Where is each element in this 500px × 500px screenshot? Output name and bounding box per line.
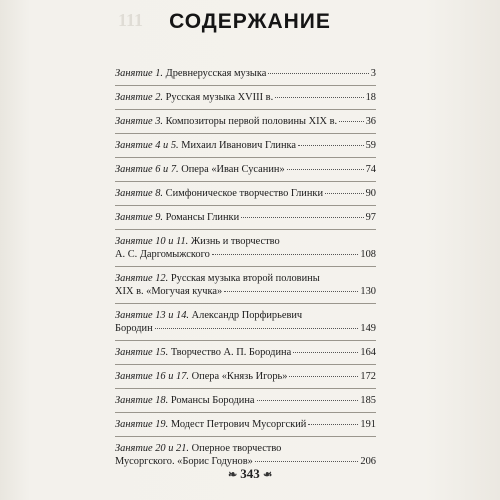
divider xyxy=(115,157,376,158)
toc-entry-label: Занятие 3. xyxy=(115,116,164,127)
toc-entry-page: 90 xyxy=(365,188,376,199)
divider xyxy=(115,388,376,389)
toc-entry-title: Русская музыка второй половины xyxy=(170,273,320,284)
toc-entry-title-cont: Мусоргского. «Борис Годунов» xyxy=(115,456,253,467)
bleed-through-text: 111 xyxy=(118,10,144,30)
divider xyxy=(115,364,376,365)
page-title: СОДЕРЖАНИЕ xyxy=(169,10,331,33)
toc-entry-page: 130 xyxy=(360,286,376,297)
ornament-left-icon: ❧ xyxy=(228,469,238,481)
toc-entry-label: Занятие 4 и 5. xyxy=(115,140,179,151)
toc-entry xyxy=(115,272,376,298)
toc-entry-page: 59 xyxy=(365,140,376,151)
toc-entry-page: 3 xyxy=(370,68,376,79)
toc-entry-page: 108 xyxy=(360,249,376,260)
divider xyxy=(115,436,376,437)
toc-entry xyxy=(115,211,376,224)
toc-entry-page: 172 xyxy=(360,371,376,382)
toc-entry-title-cont: А. С. Даргомыжского xyxy=(115,249,210,260)
toc-entry xyxy=(115,163,376,176)
toc-entry-label: Занятие 15. xyxy=(115,347,169,358)
toc-entry-label: Занятие 18. xyxy=(115,395,169,406)
toc-entry-page: 36 xyxy=(365,116,376,127)
toc-entry-label: Занятие 10 и 11. xyxy=(115,236,189,247)
toc-entry xyxy=(115,235,376,261)
page-footer xyxy=(0,466,500,482)
toc-entry xyxy=(115,187,376,200)
toc-entry-title: Александр Порфирьевич xyxy=(191,310,303,321)
toc-entry xyxy=(115,91,376,104)
toc-entry-label: Занятие 1. xyxy=(115,68,164,79)
page-number: 343 xyxy=(240,466,260,481)
toc-entry-title: Русская музыка XVIII в. xyxy=(165,92,274,103)
toc-entry-page: 206 xyxy=(360,456,376,467)
divider xyxy=(115,109,376,110)
toc-entry xyxy=(115,418,376,431)
divider xyxy=(115,340,376,341)
toc-entry-page: 74 xyxy=(365,164,376,175)
divider xyxy=(115,205,376,206)
toc-entry-label: Занятие 8. xyxy=(115,188,164,199)
toc-entry-page: 149 xyxy=(360,323,376,334)
toc-entry-label: Занятие 13 и 14. xyxy=(115,310,190,321)
toc-entry-title: Опера «Князь Игорь» xyxy=(191,371,288,382)
divider xyxy=(115,229,376,230)
divider xyxy=(115,133,376,134)
toc-entry-page: 164 xyxy=(360,347,376,358)
toc-entry-label: Занятие 9. xyxy=(115,212,164,223)
divider xyxy=(115,266,376,267)
toc-entry-title: Опера «Иван Сусанин» xyxy=(181,164,285,175)
toc-entry xyxy=(115,370,376,383)
toc-entry-title: Романсы Глинки xyxy=(165,212,240,223)
toc-entry-title: Древнерусская музыка xyxy=(165,68,267,79)
toc-entry-title: Жизнь и творчество xyxy=(190,236,280,247)
toc-entry-title: Михаил Иванович Глинка xyxy=(181,140,297,151)
toc-entry xyxy=(115,67,376,80)
toc-entry-title: Модест Петрович Мусоргский xyxy=(170,419,307,430)
toc-entry-label: Занятие 16 и 17. xyxy=(115,371,190,382)
toc-entry xyxy=(115,346,376,359)
toc-entry xyxy=(115,309,376,335)
toc-entry xyxy=(115,442,376,468)
toc-entry-label: Занятие 2. xyxy=(115,92,164,103)
toc-entry xyxy=(115,394,376,407)
divider xyxy=(115,412,376,413)
toc-entry-title: Оперное творчество xyxy=(191,443,282,454)
toc-entry-page: 191 xyxy=(360,419,376,430)
toc-entry-label: Занятие 12. xyxy=(115,273,169,284)
toc-entry-label: Занятие 6 и 7. xyxy=(115,164,179,175)
toc-entry-page: 18 xyxy=(365,92,376,103)
toc-entry-label: Занятие 19. xyxy=(115,419,169,430)
toc-entry-page: 185 xyxy=(360,395,376,406)
divider xyxy=(115,85,376,86)
toc-entry-title-cont: Бородин xyxy=(115,323,153,334)
toc-entry-title: Романсы Бородина xyxy=(170,395,255,406)
toc-entry-page: 97 xyxy=(365,212,376,223)
toc-entry-title: Симфоническое творчество Глинки xyxy=(165,188,324,199)
toc-entry-title: Творчество А. П. Бородина xyxy=(170,347,292,358)
divider xyxy=(115,303,376,304)
toc-entry-label: Занятие 20 и 21. xyxy=(115,443,190,454)
toc-entry xyxy=(115,115,376,128)
toc-entry-title: Композиторы первой половины XIX в. xyxy=(165,116,338,127)
divider xyxy=(115,181,376,182)
toc-entry-title-cont: XIX в. «Могучая кучка» xyxy=(115,286,223,297)
toc-entry xyxy=(115,139,376,152)
ornament-right-icon: ❧ xyxy=(262,469,272,481)
